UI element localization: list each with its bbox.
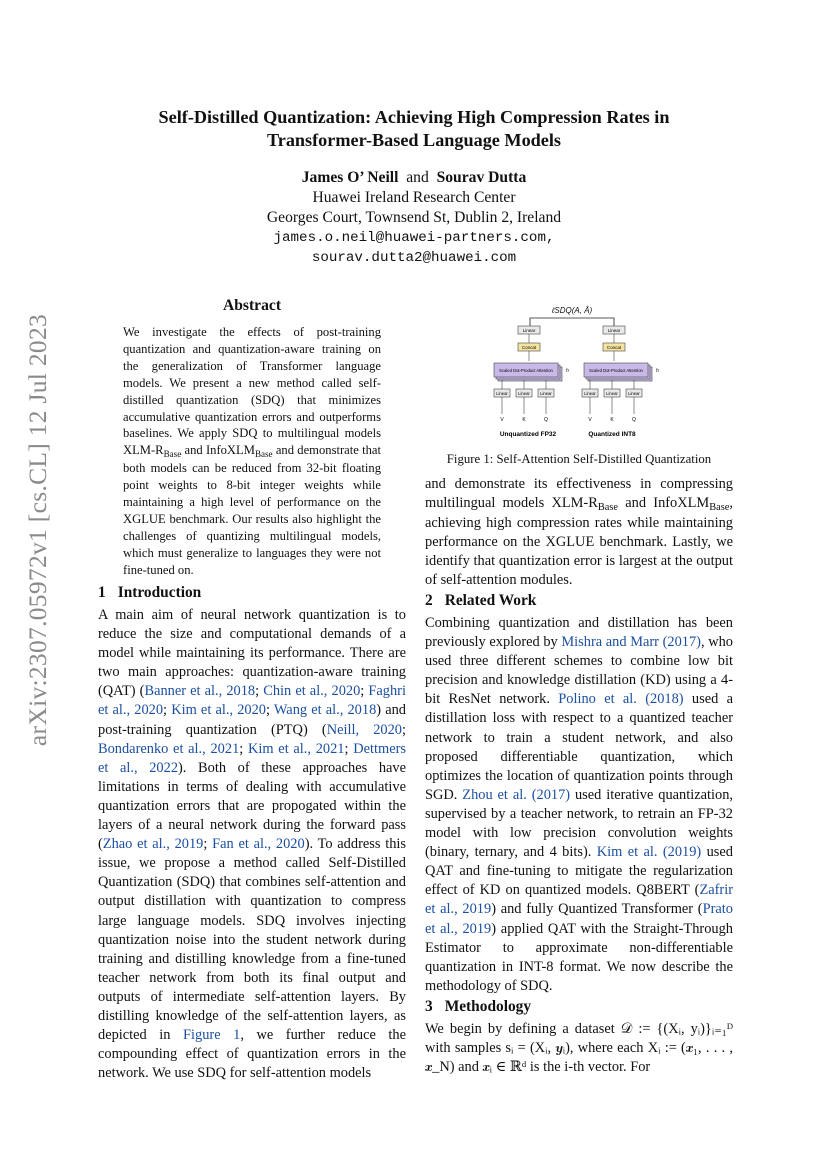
author-2: Sourav Dutta: [436, 169, 527, 186]
int8-label: Quantized INT8: [588, 431, 636, 438]
int8-block: [582, 326, 659, 438]
email-2[interactable]: sourav.dutta2@huawei.com: [311, 250, 517, 266]
citation-link[interactable]: Banner et al., 2018: [144, 683, 256, 700]
section-1-heading: 1 Introduction: [98, 584, 202, 601]
citation-link[interactable]: Zafrir et al., 2019: [425, 882, 733, 918]
title-line-1: Self-Distilled Quantization: Achieving High Compression Rates in: [158, 107, 670, 127]
right-column-intro-continued: and demonstrate its effectiveness in compressing multilingual models XLM-RBase and InfoXLMBase, achieving high compression rates while maintaining performance on the XGLUE benchmark. Lastly, we identify that quantization error is largest at the output of self-attention modules.: [425, 476, 733, 589]
citation-link[interactable]: Zhou et al. (2017): [462, 786, 571, 803]
author-1: James O’ Neill: [301, 169, 399, 186]
author-and: and: [406, 169, 429, 186]
citation-link[interactable]: Bondarenko et al., 2021: [98, 740, 240, 757]
svg-text:Linear: Linear: [607, 328, 621, 333]
svg-text:Scaled Dot-Product Attention: Scaled Dot-Product Attention: [589, 368, 643, 373]
citation-link[interactable]: Kim et al. (2019): [596, 844, 702, 861]
abstract-body: We investigate the effects of post-training quantization and quantization-aware training on the generalization of Transformer language models. We present a new method called self-distilled quantization (SDQ) that minimizes accumulative quantization errors and outperforms baselines. We apply SDQ to multilingual models XLM-RBase and InfoXLMBase and demonstrate that both models can be reduced from 32-bit floating point weights to 8-bit integer weights while maintaining a high level of performance on the XGLUE benchmark. Our results also highlight the challenges of quantizing multilingual models, which must generalize to languages they were not fine-tuned on.: [123, 325, 382, 577]
fp32-label: Unquantized FP32: [499, 431, 557, 438]
introduction-body: A main aim of neural network quantization is to reduce the size and computational demands of a model while maintaining its performance. There are two main approaches: quantization-aware training (QAT) (Banner et al., 2018; Chin et al., 2020; Faghri et al., 2020; Kim et al., 2020; Wang et al., 2018) and post-training quantization (PTQ) (Neill, 2020; Bondarenko et al., 2021; Kim et al., 2021; Dettmers et al., 2022). Both of these approaches have limitations in terms of dealing with accumulative quantization errors that are propogated within the layers of a neural network during the forward pass (Zhao et al., 2019; Fan et al., 2020). To address this issue, we propose a method called Self-Distilled Quantization (SDQ) that combines self-attention and output distillation with quantization to compress large language models. SDQ involves injecting quantization noise into the student network during training and distilling knowledge from a fine-tuned teacher network from both its final output and outputs of intermediate self-attention layers. By distilling knowledge of the self-attention layers, as depicted in Figure 1, we further reduce the compounding effect of quantization errors in the network. We use SDQ for self-attention models: [98, 607, 406, 1082]
citation-link[interactable]: Chin et al., 2020: [263, 683, 361, 700]
figure-caption: Figure 1: Self-Attention Self-Distilled Quantization: [446, 452, 712, 466]
fp32-block: [494, 326, 569, 438]
affiliation-1: Huawei Ireland Research Center: [312, 189, 516, 206]
citation-link[interactable]: Polino et al. (2018): [558, 691, 684, 708]
section-2-heading: 2 Related Work: [425, 592, 537, 609]
svg-text:V: V: [500, 417, 504, 423]
svg-text:Linear: Linear: [584, 391, 596, 396]
citation-link[interactable]: Wang et al., 2018: [273, 702, 377, 719]
citation-link[interactable]: Dettmers et al., 2022: [98, 740, 406, 776]
svg-text:K: K: [522, 417, 526, 423]
citation-link[interactable]: Kim et al., 2021: [248, 740, 345, 757]
figure-1-link[interactable]: Figure 1: [183, 1027, 241, 1044]
author-block: [60, 168, 768, 268]
svg-text:Concat: Concat: [521, 345, 537, 350]
svg-text:Linear: Linear: [522, 328, 536, 333]
email-1[interactable]: james.o.neil@huawei-partners.com,: [273, 230, 555, 246]
methodology-body: We begin by defining a dataset 𝒟 := {(Xᵢ, yᵢ)}ᵢ₌₁ᴰ with samples sᵢ = (Xᵢ, 𝒚ᵢ), where each Xᵢ := (𝒙₁, . . . , 𝒙_N) and 𝒙ᵢ ∈ ℝᵈ is the i-th vector. For: [425, 1021, 733, 1076]
svg-text:h: h: [566, 368, 569, 374]
citation-link[interactable]: Zhao et al., 2019: [102, 836, 204, 853]
citation-link[interactable]: Prato et al., 2019: [425, 901, 733, 937]
arxiv-stamp-text: arXiv:2307.05972v1 [cs.CL] 12 Jul 2023: [23, 313, 52, 747]
citation-link[interactable]: Mishra and Marr (2017): [561, 634, 701, 651]
svg-text:Linear: Linear: [606, 391, 618, 396]
svg-text:Q: Q: [544, 417, 548, 423]
svg-text:V: V: [588, 417, 592, 423]
paper-title: [60, 106, 768, 152]
abstract-heading: Abstract: [222, 297, 282, 314]
svg-text:Concat: Concat: [606, 345, 622, 350]
svg-text:Scaled Dot-Product Attention: Scaled Dot-Product Attention: [499, 368, 553, 373]
citation-link[interactable]: Kim et al., 2020: [171, 702, 266, 719]
svg-text:Linear: Linear: [496, 391, 508, 396]
svg-text:Linear: Linear: [540, 391, 552, 396]
svg-text:h: h: [656, 368, 659, 374]
title-line-2: Transformer-Based Language Models: [266, 130, 561, 150]
figure-1-diagram: [478, 300, 690, 440]
section-3-heading: 3 Methodology: [425, 998, 532, 1015]
citation-link[interactable]: Fan et al., 2020: [212, 836, 305, 853]
citation-link[interactable]: Neill, 2020: [326, 721, 402, 738]
svg-text:Linear: Linear: [518, 391, 530, 396]
loss-label: ℓSDQ(A, Â): [551, 306, 593, 315]
affiliation-2: Georges Court, Townsend St, Dublin 2, Ireland: [266, 209, 562, 226]
svg-text:Linear: Linear: [628, 391, 640, 396]
related-work-body: Combining quantization and distillation has been previously explored by Mishra and Marr (2017), who used three different schemes to combine low bit precision and knowledge distillation (KD) using a 4-bit ResNet network. Polino et al. (2018) used a distillation loss with respect to a quantized teacher network to train a student network, and also proposed differentiable quantization, which optimizes the location of quantization points through SGD. Zhou et al. (2017) used iterative quantization, supervised by a teacher network, to retrain an FP-32 model with low precision convolution weights (binary, ternary, and 4 bits). Kim et al. (2019) used QAT and fine-tuning to mitigate the regularization effect of KD on quantized models. Q8BERT (Zafrir et al., 2019) and fully Quantized Transformer (Prato et al., 2019) applied QAT with the Straight-Through Estimator to approximate non-differentiable quantization in INT-8 format. We now describe the methodology of SDQ.: [425, 615, 734, 994]
svg-text:Q: Q: [632, 417, 636, 423]
svg-text:K: K: [610, 417, 614, 423]
citation-link[interactable]: Faghri et al., 2020: [98, 683, 406, 719]
